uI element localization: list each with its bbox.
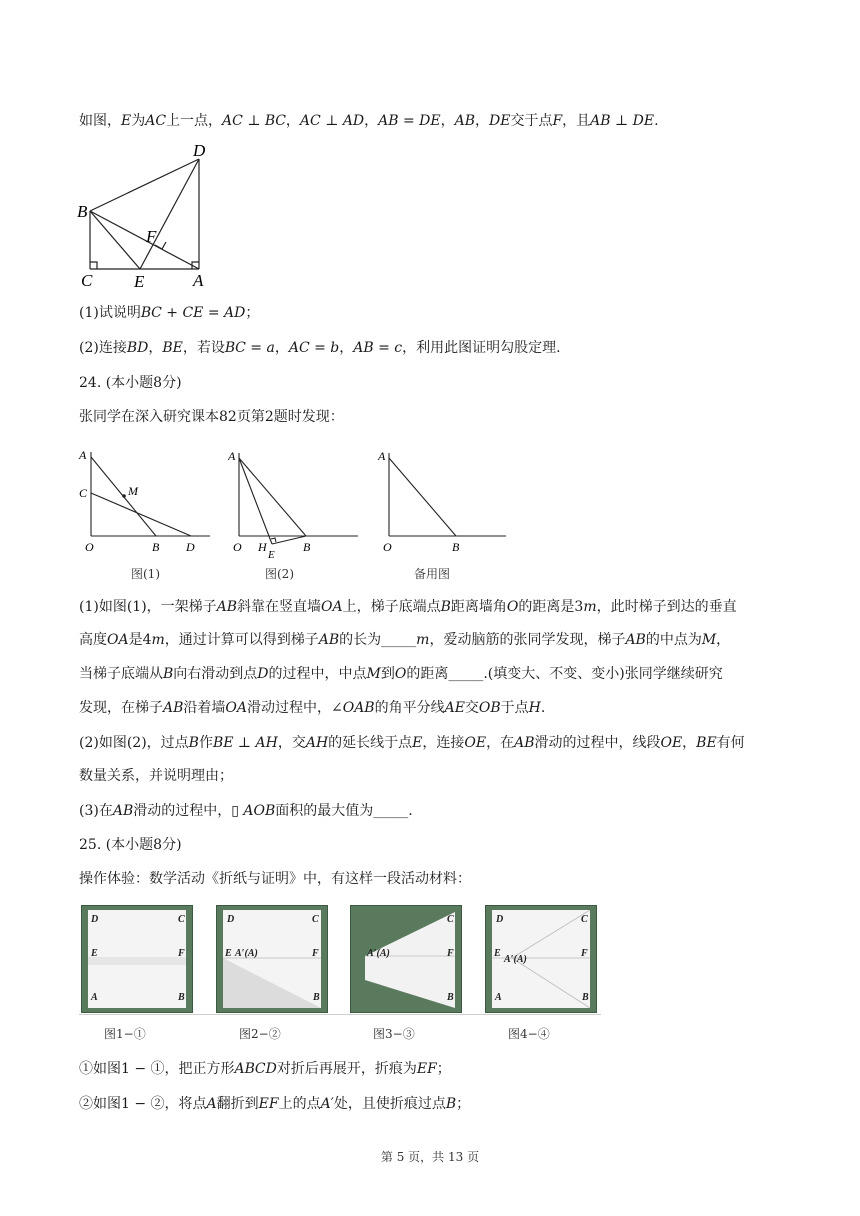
q24-part3: (3)在𝐴𝐵滑动的过程中，▯ 𝐴𝑂𝐵面积的最大值为_____. [79,803,413,819]
photo-step-2 [216,905,328,1013]
figure-24-2 [228,440,368,565]
label-E: E [134,272,145,290]
label-A: A [228,449,236,463]
label-B: B [452,540,460,554]
figure-24-1 [76,440,216,555]
caption-spare: 备用图 [414,567,451,581]
label-A: A [79,448,87,462]
q23-part2: (2)连接𝐵𝐷，𝐵𝐸，若设𝐵𝐶 = 𝑎，𝐴𝐶 = 𝑏，𝐴𝐵 = 𝑐，利用此图证明勾股定理. [79,340,561,356]
q25-step1: ①如图1 − ①，把正方形𝐴𝐵𝐶𝐷对折后再展开，折痕为𝐸𝐹； [79,1061,451,1077]
photo-label-F: F [178,948,185,959]
caption-photo-1: 图1−① [104,1027,146,1041]
photo-label-E: E [225,948,232,959]
photo-label-A-prime: A′(A) [367,948,390,959]
photo-label-E: E [494,948,501,959]
q24-part1-line4: 发现，在梯子𝐴𝐵沿着墙𝑂𝐴滑动过程中，∠𝑂𝐴𝐵的角平分线𝐴𝐸交𝑂𝐵于点𝐻. [79,700,546,716]
q24-part1-line1: (1)如图(1)，一架梯子𝐴𝐵斜靠在竖直墙𝑂𝐴上，梯子底端点𝐵距离墙角𝑂的距离是3𝑚，此时梯子到达的垂直 [79,599,737,615]
photo-divider [79,1014,601,1015]
label-A: A [193,271,204,290]
label-M: M [128,484,138,498]
q24-part1-line2: 高度𝑂𝐴是4𝑚，通过计算可以得到梯子𝐴𝐵的长为_____𝑚，爱动脑筋的张同学发现，梯子𝐴𝐵的中点为𝑀， [79,632,731,648]
caption-photo-3: 图3−③ [373,1027,415,1041]
label-B: B [77,202,88,221]
photo-label-A: A [91,992,98,1003]
label-D: D [193,141,206,160]
q24-intro: 张同学在深入研究课本82页第2题时发现： [79,409,344,425]
q25-header: 25. (本小题8分) [79,837,182,853]
caption-fig1: 图(1) [131,567,160,581]
label-D: D [186,540,195,554]
photo-label-C: C [581,914,588,925]
q25-step2: ②如图1 − ②，将点𝐴翻折到𝐸𝐹上的点𝐴′处，且使折痕过点𝐵； [79,1096,471,1112]
q24-part2-line2: 数量关系，并说明理由； [79,768,233,784]
problem-23-intro: 如图，𝐸为𝐴𝐶上一点，𝐴𝐶 ⊥ 𝐵𝐶，𝐴𝐶 ⊥ 𝐴𝐷，𝐴𝐵 = 𝐷𝐸，𝐴𝐵，𝐷𝐸交于点𝐹，且𝐴𝐵 ⊥ 𝐷𝐸. [79,113,659,129]
label-C: C [79,486,88,500]
q24-header: 24. (本小题8分) [79,375,182,391]
caption-fig2: 图(2) [265,567,294,581]
photo-step-3 [350,905,462,1013]
photo-label-E: E [91,948,98,959]
photo-label-C: C [312,914,319,925]
label-F: F [146,227,157,246]
photo-step-1 [81,905,193,1013]
q25-intro: 操作体验：数学活动《折纸与证明》中，有这样一段活动材料： [79,871,471,887]
label-O: O [233,540,242,554]
figure-24-3 [376,440,516,555]
photo-step-4 [485,905,597,1013]
label-E: E [268,549,275,561]
caption-photo-4: 图4−④ [508,1027,550,1041]
photo-label-B: B [178,992,185,1003]
caption-photo-2: 图2−② [239,1027,281,1041]
label-H: H [258,540,267,554]
photo-label-B: B [447,992,454,1003]
q23-part1: (1)试说明𝐵𝐶 + 𝐶𝐸 = 𝐴𝐷； [79,305,260,321]
photo-label-D: D [91,914,99,925]
q24-part2-line1: (2)如图(2)，过点𝐵作𝐵𝐸 ⊥ 𝐴𝐻，交𝐴𝐻的延长线于点𝐸，连接𝑂𝐸，在𝐴𝐵滑动的过程中，线段𝑂𝐸，𝐵𝐸有何 [79,735,745,751]
photo-label-D: D [227,914,235,925]
label-O: O [85,540,94,554]
photo-label-A: A [495,992,502,1003]
photo-label-F: F [312,948,319,959]
photo-label-B: B [313,992,320,1003]
photo-label-F: F [581,948,588,959]
photo-label-A-prime: A′(A) [504,954,527,965]
point-M [122,494,126,498]
figure-23 [76,138,216,290]
photo-label-C: C [447,914,454,925]
page-footer: 第 5 页，共 13 页 [380,1150,480,1164]
label-C: C [81,271,93,290]
label-A: A [378,449,386,463]
label-O: O [383,540,392,554]
label-B: B [152,540,160,554]
photo-label-D: D [496,914,504,925]
q24-part1-line3: 当梯子底端从𝐵向右滑动到点𝐷的过程中，中点𝑀到𝑂的距离_____.(填变大、不变、变小)张同学继续研究 [79,666,723,682]
photo-label-C: C [178,914,185,925]
label-B: B [303,540,311,554]
photo-label-A-prime: A′(A) [235,948,258,959]
photo-label-B: B [582,992,589,1003]
photo-label-F: F [447,948,454,959]
